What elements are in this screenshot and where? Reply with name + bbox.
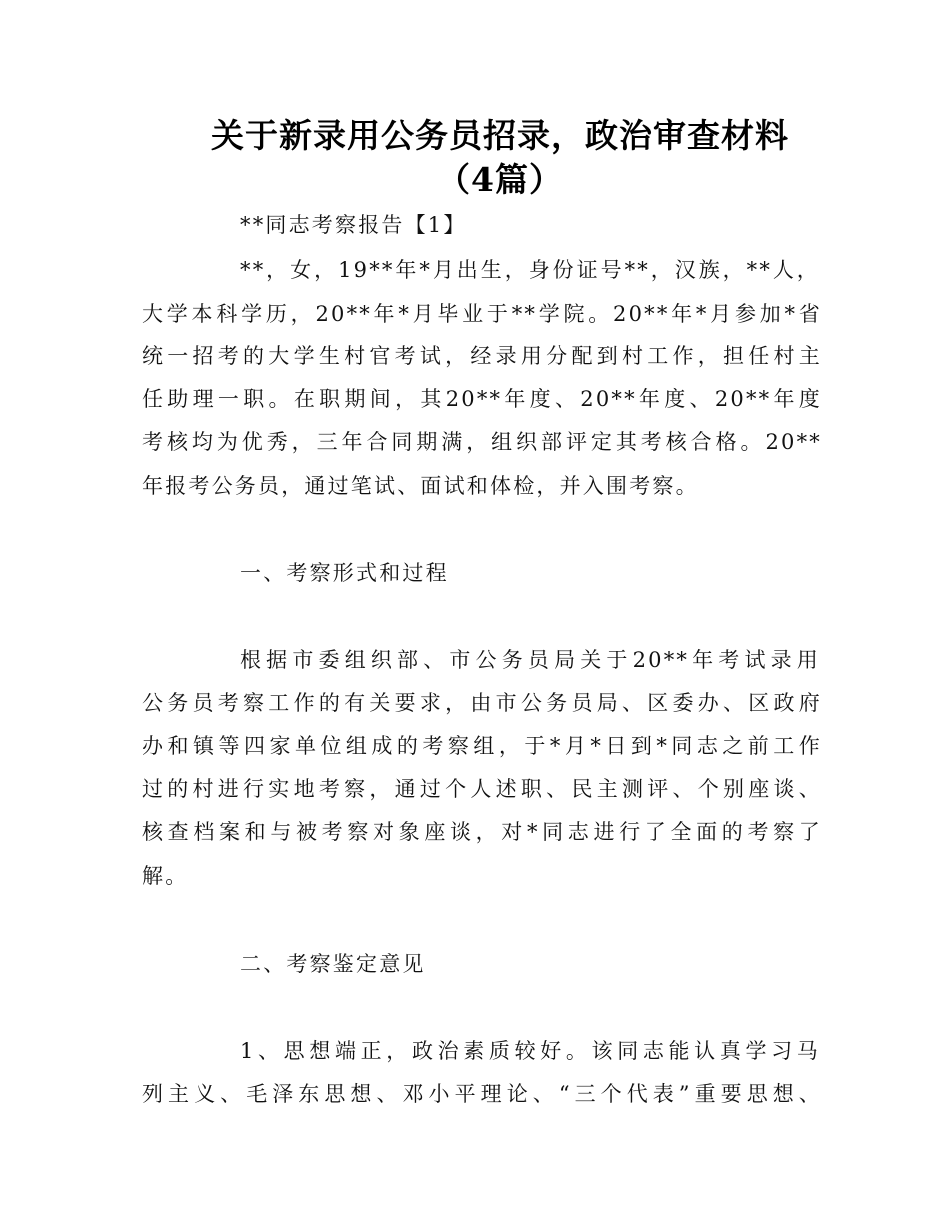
section-2-heading: 二、考察鉴定意见 bbox=[240, 952, 426, 976]
paragraph-1-line: 考核均为优秀，三年合同期满，组织部评定其考核合格。20** bbox=[142, 430, 822, 454]
paragraph-1-line: 任助理一职。在职期间，其20**年度、20**年度、20**年度 bbox=[142, 387, 822, 411]
paragraph-2-line: 核查档案和与被考察对象座谈，对*同志进行了全面的考察了 bbox=[142, 820, 822, 844]
paragraph-2-line: 过的村进行实地考察，通过个人述职、民主测评、个别座谈、 bbox=[142, 777, 822, 801]
paragraph-2-line: 办和镇等四家单位组成的考察组，于*月*日到*同志之前工作 bbox=[142, 734, 822, 758]
paragraph-1-line: **，女，19**年*月出生，身份证号**，汉族，**人， bbox=[240, 258, 820, 282]
paragraph-2-line: 公务员考察工作的有关要求，由市公务员局、区委办、区政府 bbox=[142, 691, 822, 715]
document-title-line-2: （4篇） bbox=[437, 160, 563, 199]
paragraph-2-line: 解。 bbox=[142, 864, 189, 888]
paragraph-2-line: 根据市委组织部、市公务员局关于20**年考试录用 bbox=[240, 648, 820, 672]
paragraph-1-line: 大学本科学历，20**年*月毕业于**学院。20**年*月参加*省 bbox=[142, 302, 822, 326]
paragraph-3-line: 列主义、毛泽东思想、邓小平理论、“三个代表”重要思想、 bbox=[142, 1082, 822, 1106]
section-1-heading: 一、考察形式和过程 bbox=[240, 561, 449, 585]
paragraph-3-line: 1、思想端正，政治素质较好。该同志能认真学习马 bbox=[240, 1039, 820, 1063]
document-title-line-1: 关于新录用公务员招录，政治审查材料 bbox=[211, 116, 789, 155]
report-heading: **同志考察报告【1】 bbox=[240, 213, 467, 237]
paragraph-1-line: 年报考公务员，通过笔试、面试和体检，并入围考察。 bbox=[142, 474, 699, 498]
paragraph-1-line: 统一招考的大学生村官考试，经录用分配到村工作，担任村主 bbox=[142, 344, 822, 368]
